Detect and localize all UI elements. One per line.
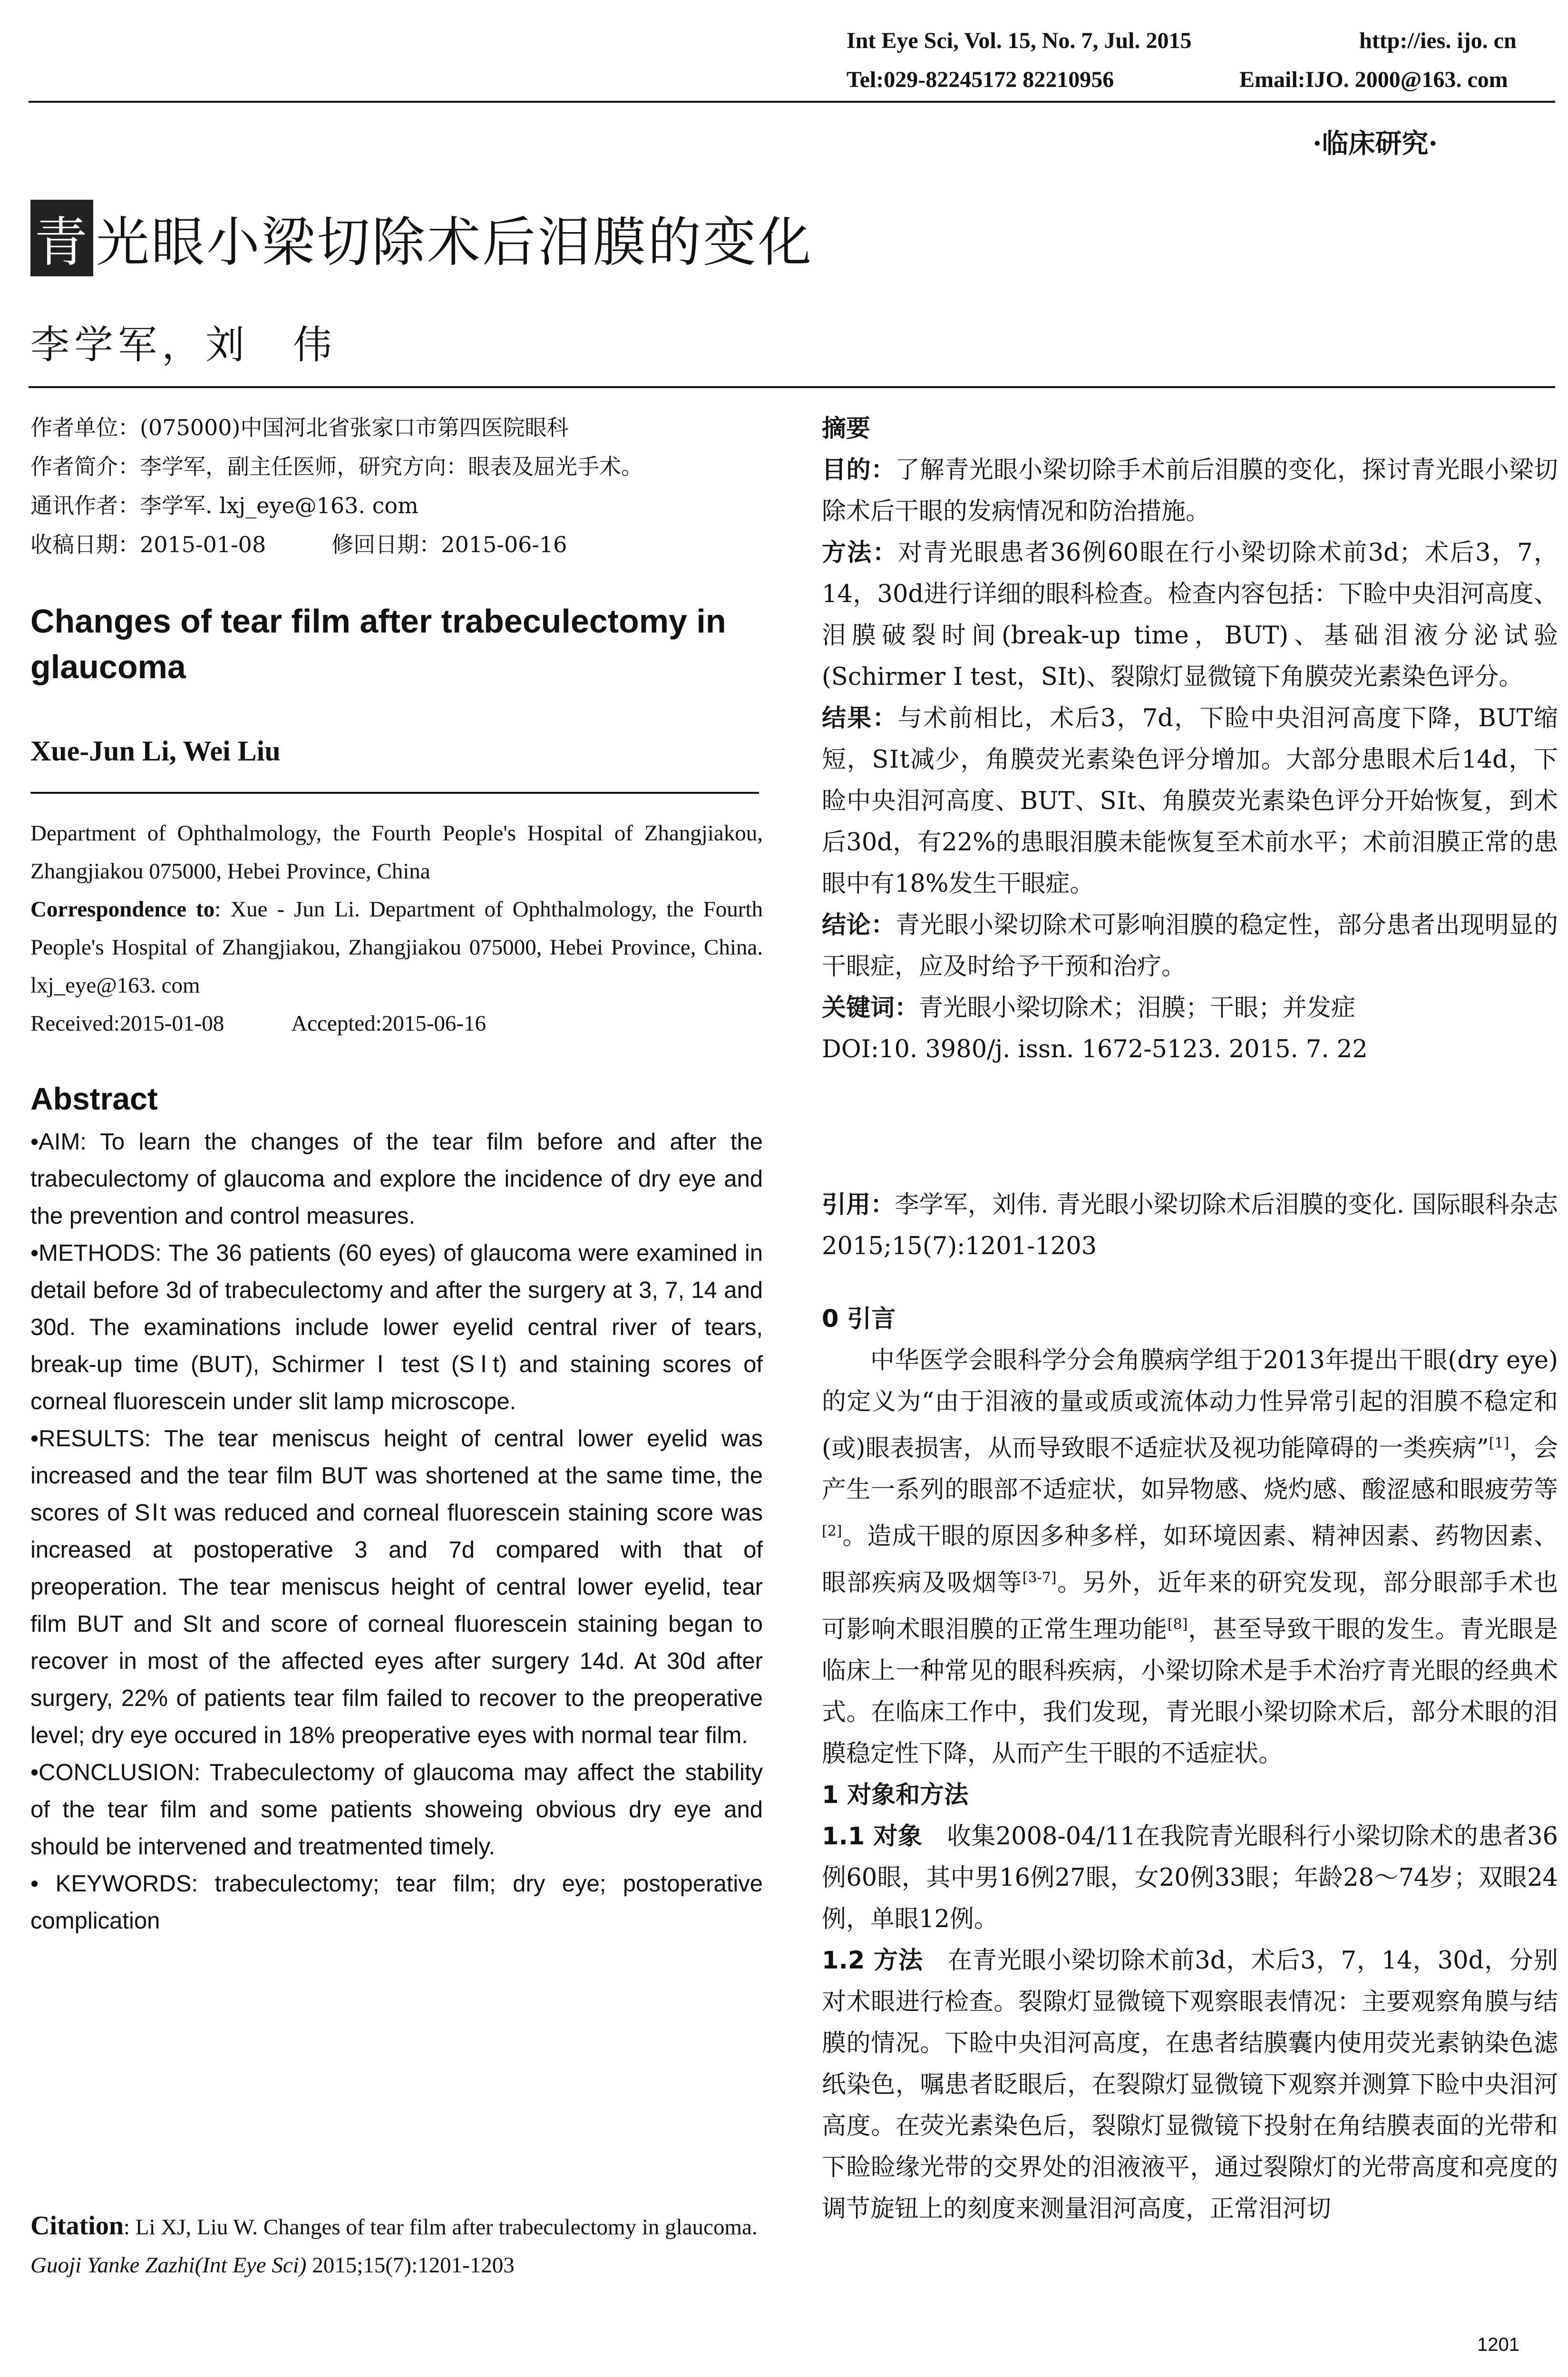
citation-label: Citation [30,2211,124,2241]
header-rule [29,101,1555,103]
citation-cn [822,1184,1558,1267]
abstract-cn-results: 结果：与术前相比，术后3，7d，下睑中央泪河高度下降，BUT缩短，SⅠt减少，角膜荧光素染色评分增加。大部分患眼术后14d，下睑中央泪河高度、BUT、SⅠt、角膜荧光素染色评分开始恢复，到术后30d，有22%的患眼泪膜未能恢复至术前水平；术前泪膜正常的患眼中有18%发生干眼症。 [822,704,1558,898]
citation-journal: Guoji Yanke Zazhi(Int Eye Sci) [30,2253,307,2278]
abstract-cn-conclusion: 结论：青光眼小梁切除术可影响泪膜的稳定性，部分患者出现明显的干眼症，应及时给予干预和治疗。 [822,911,1558,981]
journal-line: Int Eye Sci, Vol. 15, No. 7, Jul. 2015 [847,28,1192,53]
authors-cn: 李学军，刘 伟 [30,322,337,368]
body-text [822,1298,1558,2230]
intro-heading: 0 引言 [822,1305,896,1333]
abstract-heading: Abstract [30,1081,158,1116]
citation-text: : Li XJ, Liu W. Changes of tear film after trabeculectomy in glaucoma. [124,2215,758,2240]
title-first-char: 青 [30,200,93,276]
abstract-cn [822,408,1558,1070]
methods-heading: 1 对象和方法 [822,1781,969,1809]
ref: [3-7] [1022,1569,1057,1586]
abstract-results: •RESULTS: The tear meniscus height of central lower eyelid was increased and the tear film BUT was shortened at the same time, the scores of SⅠt was reduced and corneal fluorescein staining score was increased at postoperative 3 and 7d compared with that of preoperation. The tear meniscus height of central lower eyelid, tear film BUT and SIt and score of corneal fluorescein staining began to recover in most of the affected eyes after surgery 14d. At 30d after surgery, 22% of patients tear film failed to recover to the preoperative level; dry eye occured in 18% preoperative eyes with normal tear film. [30,1426,763,1748]
info-line: 通讯作者：李学军. lxj_eye@163. com [30,493,419,518]
ref: [1] [1489,1435,1510,1452]
title-cn [30,200,813,276]
authors-en: Xue-Jun Li, Wei Liu [30,735,281,767]
abstract-conclusion: •CONCLUSION: Trabeculectomy of glaucoma may affect the stability of the tear film and some patients showeing obvious dry eye and should be intervened and treatmented timely. [30,1760,763,1860]
info-line: 作者单位：(075000)中国河北省张家口市第四医院眼科 [30,415,569,440]
abstract-cn-keywords: 关键词：青光眼小梁切除术；泪膜；干眼；并发症 [822,994,1356,1022]
title-rule [29,386,1555,388]
section-tag: ·临床研究· [1313,128,1438,159]
affiliation-en [30,814,763,1042]
doi: DOI:10. 3980/j. issn. 1672-5123. 2015. 7. 22 [822,1035,1368,1063]
journal-email: Email:IJO. 2000@163. com [1239,67,1508,92]
abstract-cn-methods: 方法：对青光眼患者36例60眼在行小梁切除术前3d；术后3，7，14，30d进行详细的眼科检查。检查内容包括：下睑中央泪河高度、泪膜破裂时间(break-up time，BUT)、基础泪液分泌试验(Schirmer Ⅰ test，SⅠt)、裂隙灯显微镜下角膜荧光素染色评分。 [822,539,1558,691]
title-rest: 光眼小梁切除术后泪膜的变化 [96,212,813,273]
abstract-aim: •AIM: To learn the changes of the tear film before and after the trabeculectomy of glaucoma and explore the incidence of dry eye and the prevention and control measures. [30,1129,763,1229]
abstract-cn-heading: 摘要 [822,415,871,443]
title-en: Changes of tear film after trabeculectomy in glaucoma [30,603,726,685]
journal-url[interactable]: http://ies. ijo. cn [1359,28,1517,53]
citation-tail: 2015;15(7):1201-1203 [306,2253,515,2278]
corr-text: : Xue - Jun Li. Department of Ophthalmology, the Fourth People's Hospital of Zhangjiakou, Zhangjiakou 075000, Hebei Province, China. lxj_eye@163. com [30,897,763,998]
author-info-cn [30,408,772,564]
dept-line: Department of Ophthalmology, the Fourth People's Hospital of Zhangjiakou, Zhangjiakou 075000, Hebei Province, China [30,821,763,884]
citation-cn-label: 引用： [822,1191,895,1219]
intro-paragraph: 中华医学会眼科学分会角膜病学组于2013年提出干眼(dry eye)的定义为“由于泪液的量或质或流体动力性异常引起的泪膜不稳定和(或)眼表损害，从而导致眼不适症状及视功能障碍的一类疾病”[1]，会产生一系列的眼部不适症状，如异物感、烧灼感、酸涩感和眼疲劳等[2]。造成干眼的原因多种多样，如环境因素、精神因素、药物因素、眼部疾病及吸烟等[3-7]。另外，近年来的研究发现，部分眼部手术也可影响术眼泪膜的正常生理功能[8]，甚至导致干眼的发生。青光眼是临床上一种常见的眼科疾病，小梁切除术是手术治疗青光眼的经典术式。在临床工作中，我们发现，青光眼小梁切除术后，部分术眼的泪膜稳定性下降，从而产生干眼的不适症状。 [822,1346,1558,1768]
ref: [8] [1167,1616,1188,1633]
corr-label: Correspondence to [30,897,215,922]
abstract-keywords: • KEYWORDS: trabeculectomy; tear film; dry eye; postoperative complication [30,1871,763,1934]
page-number: 1201 [1477,2334,1519,2355]
correspondence [30,890,763,1004]
received-line: Received:2015-01-08 Accepted:2015-06-16 [30,1011,487,1036]
abstract-methods: •METHODS: The 36 patients (60 eyes) of glaucoma were examined in detail before 3d of trabeculectomy and after the surgery at 3, 7, 14 and 30d. The examinations include lower eyelid central river of tears, break-up time (BUT), Schirmer Ⅰ test (SⅠt) and staining scores of corneal fluorescein under slit lamp microscope. [30,1240,763,1414]
info-line: 作者简介：李学军，副主任医师，研究方向：眼表及屈光手术。 [30,454,643,479]
citation-en [30,2207,763,2284]
section-1-2: 1.2 方法 在青光眼小梁切除术前3d，术后3，7，14，30d，分别对术眼进行检查。裂隙灯显微镜下观察眼表情况：主要观察角膜与结膜的情况。下睑中央泪河高度，在患者结膜囊内使用荧光素钠染色滤纸染色，嘱患者眨眼后，在裂隙灯显微镜下观察并测算下睑中央泪河高度。在荧光素染色后，裂隙灯显微镜下投射在角结膜表面的光带和下睑睑缘光带的交界处的泪液液平，通过裂隙灯的光带高度和亮度的调节旋钮上的刻度来测量泪河高度，正常泪河切 [822,1947,1558,2223]
ref: [2] [822,1523,842,1539]
citation-cn-text: 李学军，刘伟. 青光眼小梁切除术后泪膜的变化. 国际眼科杂志 2015;15(7):1201-1203 [822,1191,1558,1260]
abstract-cn-aim: 目的：了解青光眼小梁切除手术前后泪膜的变化，探讨青光眼小梁切除术后干眼的发病情况和防治措施。 [822,456,1558,526]
abstract-en [30,1123,763,1939]
info-line: 收稿日期：2015-01-08 修回日期：2015-06-16 [30,532,567,557]
section-1-1: 1.1 对象 收集2008-04/11在我院青光眼科行小梁切除术的患者36例60眼，其中男16例27眼，女20例33眼；年龄28～74岁；双眼24例，单眼12例。 [822,1822,1558,1933]
authors-rule [30,792,759,794]
journal-tel: Tel:029-82245172 82210956 [847,67,1114,92]
